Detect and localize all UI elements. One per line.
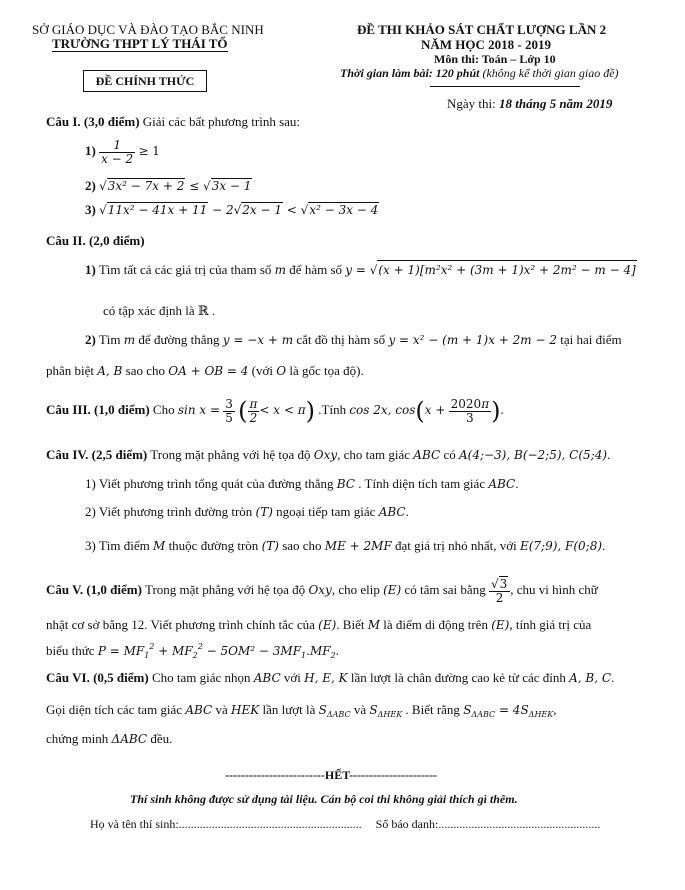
q6-abc-2: ABC — [185, 703, 213, 717]
time-value: 120 phút — [435, 66, 480, 80]
q2-p2-text3: cắt đồ thị hàm số — [296, 332, 386, 347]
q1-item-2 — [85, 178, 252, 194]
q4-oxy: Oxy — [313, 448, 338, 462]
time-label: Thời gian làm bài: — [340, 66, 433, 80]
q2-p2-label: 2) — [85, 332, 96, 347]
q1-fraction: $\frac{1}{x - 2}$ — [101, 138, 134, 166]
q5-line-1 — [46, 578, 598, 604]
q6-l2d: và — [353, 702, 367, 717]
exam-note: Thí sinh không được sử dụng tài liệu. Cán bộ coi thi không giải thích gì thêm. — [130, 792, 518, 806]
q4-part-2: 2) Viết phương trình đường tròn (T) ngoại tiếp tam giác ABC. — [85, 504, 409, 519]
q3-targets: cos 2x, cos — [349, 402, 416, 417]
q2-p2-l2d: là gốc tọa độ). — [289, 363, 364, 378]
q5-l2b: . Biết — [336, 617, 365, 632]
q6-t3: lần lượt là chân đường cao kẻ từ các đỉnh — [350, 670, 566, 685]
q4-expression: ME + 2MF — [324, 539, 392, 553]
q2-part-1 — [85, 262, 637, 278]
exam-title: ĐỀ THI KHẢO SÁT CHẤT LƯỢNG LẦN 2 — [357, 22, 607, 37]
q2-p1-line2: có tập xác định là ℝ . — [103, 303, 216, 318]
q6-t2: với — [283, 670, 301, 685]
end-mark: -------------------------HẾT---------------------- — [225, 768, 438, 782]
q5-title: Câu V. (1,0 điểm) — [46, 582, 142, 598]
time-note: (không kể thời gian giao đề) — [482, 66, 619, 80]
id-label: Số báo danh: — [375, 817, 439, 831]
q2-p2-l2c: (với — [251, 363, 273, 378]
q4-p3: 3) Tìm điểm — [85, 538, 150, 553]
exam-date — [447, 96, 612, 112]
q6-l2b: và — [215, 702, 228, 717]
name-field[interactable]: ............................................................. — [178, 817, 362, 831]
q5-t3: có tâm sai bằng — [404, 582, 486, 598]
q5-expression: $P = MF_1^2 + MF_2^2 - 5OM^2 - 3MF_1.MF_2$ — [97, 642, 336, 660]
department-name: SỞ GIÁO DỤC VÀ ĐÀO TẠO BẮC NINH — [32, 22, 264, 37]
q5-point-m: M — [367, 618, 380, 632]
q4-p3c: sao cho — [282, 538, 322, 553]
q2-line-eq: y = −x + m — [222, 333, 294, 347]
q2-p2-l2a: phân biệt — [46, 363, 95, 378]
q1-item-2-label: 2) — [85, 178, 96, 193]
q5-l2a: nhật cơ sở bằng 12. Viết phương trình chính tắc của — [46, 617, 315, 632]
q1-ineq-1: ≥ 1 — [138, 144, 160, 159]
header-divider — [430, 86, 580, 87]
q6-l3: chứng minh — [46, 731, 109, 746]
q4-p1: 1) Viết phương trình tổng quát của đường thẳng — [85, 476, 334, 491]
q4-intro: Trong mặt phẳng với hệ tọa độ — [150, 447, 311, 462]
q1-item-3-label: 3) — [85, 202, 96, 217]
q5-l2c: là điểm di động trên — [383, 617, 488, 632]
q6-abc: ABC — [253, 671, 281, 685]
q5-ellipse: (E) — [383, 583, 402, 598]
q2-p1-text2: để hàm số — [289, 262, 343, 277]
q6-title: Câu VI. (0,5 điểm) — [46, 670, 149, 685]
q6-triangle: ΔABC — [111, 732, 148, 746]
q3-angle-frac: $\frac{2020\pi}{3}$ — [450, 396, 490, 425]
q5-t4: , chu vi hình chữ — [510, 582, 598, 598]
name-label: Họ và tên thí sinh: — [90, 817, 179, 831]
q4-heading: Câu IV. (2,5 điểm) Trong mặt phẳng với hệ tọa độ Oxy, cho tam giác ABC có A(4;−3), B(−2;5), C(5;4). — [46, 447, 611, 462]
q5-l3a: biểu thức — [46, 643, 95, 658]
q3-given: sin x = — [177, 402, 221, 417]
q2-condition: OA + OB = 4 — [168, 364, 249, 378]
q1-title: Câu I. (3,0 điểm) — [46, 114, 140, 129]
id-field[interactable]: ...................................................... — [438, 817, 601, 831]
q1-ineq-3: √11x² − 41x + 11 − 2√2x − 1 < √x² − 3x − 4 — [99, 203, 379, 217]
q4-point-m: M — [153, 539, 166, 553]
q6-hek-2: HEK — [231, 703, 260, 717]
q2-parabola-eq: y = x² − (m + 1)x + 2m − 2 — [388, 333, 558, 347]
q6-l2e: . Biết rằng — [405, 702, 460, 717]
candidate-info — [90, 817, 600, 832]
q2-p2-text4: tại hai điểm — [560, 332, 622, 347]
q1-ineq-2: √3x² − 7x + 2 ≤ √3x − 1 — [99, 179, 252, 193]
q3-line: Câu III. (1,0 điểm) Cho sin x = $\frac{3}{5}$ ( $\frac{\pi}{2}$ < x < π) .Tính cos 2x, cos(x + $\frac{2020\pi}{3}$ ). — [46, 396, 504, 425]
official-label: ĐỀ CHÍNH THỨC — [83, 70, 207, 92]
q4-bc: BC — [336, 477, 355, 491]
q4-p2: 2) Viết phương trình đường tròn — [85, 504, 253, 519]
q2-p1-text: Tìm tất cả các giá trị của tham số — [98, 262, 272, 277]
q2-title: Câu II. (2,0 điểm) — [46, 233, 145, 248]
q4-p3d: đạt giá trị nhỏ nhất, với — [395, 538, 517, 553]
q6-l2a: Gọi diện tích các tam giác — [46, 702, 183, 717]
q4-circle-t-2: (T) — [261, 539, 279, 553]
q4-title: Câu IV. (2,5 điểm) — [46, 447, 148, 462]
q2-p2-line2 — [46, 363, 364, 379]
q5-t2: , cho elip — [331, 582, 380, 598]
q6-s-abc: $S_{\Delta ABC}$ — [318, 703, 351, 719]
q4-p1b: . Tính diện tích tam giác — [358, 476, 486, 491]
q2-part-2 — [85, 332, 622, 348]
q6-vertices: A, B, C — [569, 671, 612, 685]
q1-item-1 — [85, 139, 160, 165]
q6-line-2: Gọi diện tích các tam giác ABC và HEK lần lượt là $S_{\Delta ABC}$ và $S_{\Delta HEK}$ . Biết rằng $S_{\Delta ABC} = 4S_{\Delta HEK}$, — [46, 702, 557, 719]
q2-origin: O — [276, 364, 287, 378]
q2-p2-text: Tìm — [98, 332, 121, 347]
q5-t1: Trong mặt phẳng với hệ tọa độ — [144, 582, 306, 598]
q5-eccentricity: $\frac{√3}{2}$ — [489, 578, 510, 604]
q6-l2c: lần lượt là — [262, 702, 316, 717]
school-year: NĂM HỌC 2018 - 2019 — [421, 37, 551, 52]
q1-heading — [46, 114, 300, 130]
q3-text1: Cho — [152, 401, 175, 417]
q2-param-m: m — [274, 263, 287, 277]
q5-ellipse-3: (E) — [491, 618, 510, 632]
q6-line-3 — [46, 731, 172, 747]
q4-intro2: , cho tam giác — [337, 447, 411, 462]
subject-line: Môn thi: Toán – Lớp 10 — [434, 52, 556, 66]
q2-p2-m: m — [123, 333, 136, 347]
q1-item-1-label: 1) — [85, 143, 96, 159]
q4-part-3: 3) Tìm điểm M thuộc đường tròn (T) sao cho ME + 2MF đạt giá trị nhỏ nhất, với E(7;9), F(0;8). — [85, 538, 606, 553]
q2-p2-l2b: sao cho — [125, 363, 165, 378]
date-value: 18 tháng 5 năm 2019 — [499, 96, 613, 111]
q3-title: Câu III. (1,0 điểm) — [46, 401, 150, 417]
q2-p1-label: 1) — [85, 262, 96, 277]
q1-item-3 — [85, 202, 379, 218]
q4-p3b: thuộc đường tròn — [168, 538, 259, 553]
q2-p2-text2: để đường thẳng — [138, 332, 220, 347]
date-prefix: Ngày thi: — [447, 96, 496, 111]
q5-line-2 — [46, 617, 591, 633]
q4-points-ef: E(7;9), F(0;8) — [519, 539, 603, 553]
q5-oxy: Oxy — [308, 583, 332, 598]
q2-points: A, B — [97, 364, 123, 378]
q3-fraction: $\frac{3}{5}$ — [225, 396, 233, 425]
time-line — [340, 66, 619, 81]
q6-s-hek: $S_{\Delta HEK}$ — [369, 703, 403, 719]
q4-abc-1: ABC — [488, 477, 516, 491]
q5-line-3: biểu thức $P = MF_1^2 + MF_2^2 - 5OM^2 - 3MF_1.MF_2$. — [46, 642, 339, 660]
q6-line-1: Câu VI. (0,5 điểm) Cho tam giác nhọn ABC với H, E, K lần lượt là chân đường cao kẻ từ các đỉnh A, B, C. — [46, 670, 615, 685]
q6-condition: $S_{\Delta ABC} = 4S_{\Delta HEK}$ — [463, 703, 554, 719]
q5-ellipse-2: (E) — [318, 618, 337, 632]
q4-vertices: A(4;−3), B(−2;5), C(5;4) — [458, 448, 608, 462]
q6-hek: H, E, K — [304, 671, 348, 685]
q4-circle-t: (T) — [255, 505, 273, 519]
q4-part-1: 1) Viết phương trình tổng quát của đường thẳng BC . Tính diện tích tam giác ABC. — [85, 476, 519, 491]
q3-text2: .Tính — [318, 401, 347, 417]
q4-intro3: có — [443, 447, 456, 462]
q3-range: < x < π — [259, 402, 306, 417]
q5-l2d: , tính giá trị của — [509, 617, 592, 632]
q2-function: y = √(x + 1)[m²x² + (3m + 1)x² + 2m² − m − 4] — [345, 260, 637, 277]
q6-l3b: đều. — [150, 731, 173, 746]
q1-intro: Giải các bất phương trình sau: — [142, 114, 301, 129]
q4-triangle: ABC — [413, 448, 441, 462]
school-name: TRƯỜNG THPT LÝ THÁI TỔ — [52, 36, 228, 51]
q6-t1: Cho tam giác nhọn — [151, 670, 251, 685]
q4-abc-2: ABC — [378, 505, 406, 519]
q3-range-frac: $\frac{\pi}{2}$ — [249, 396, 258, 425]
q4-p2b: ngoại tiếp tam giác — [276, 504, 376, 519]
